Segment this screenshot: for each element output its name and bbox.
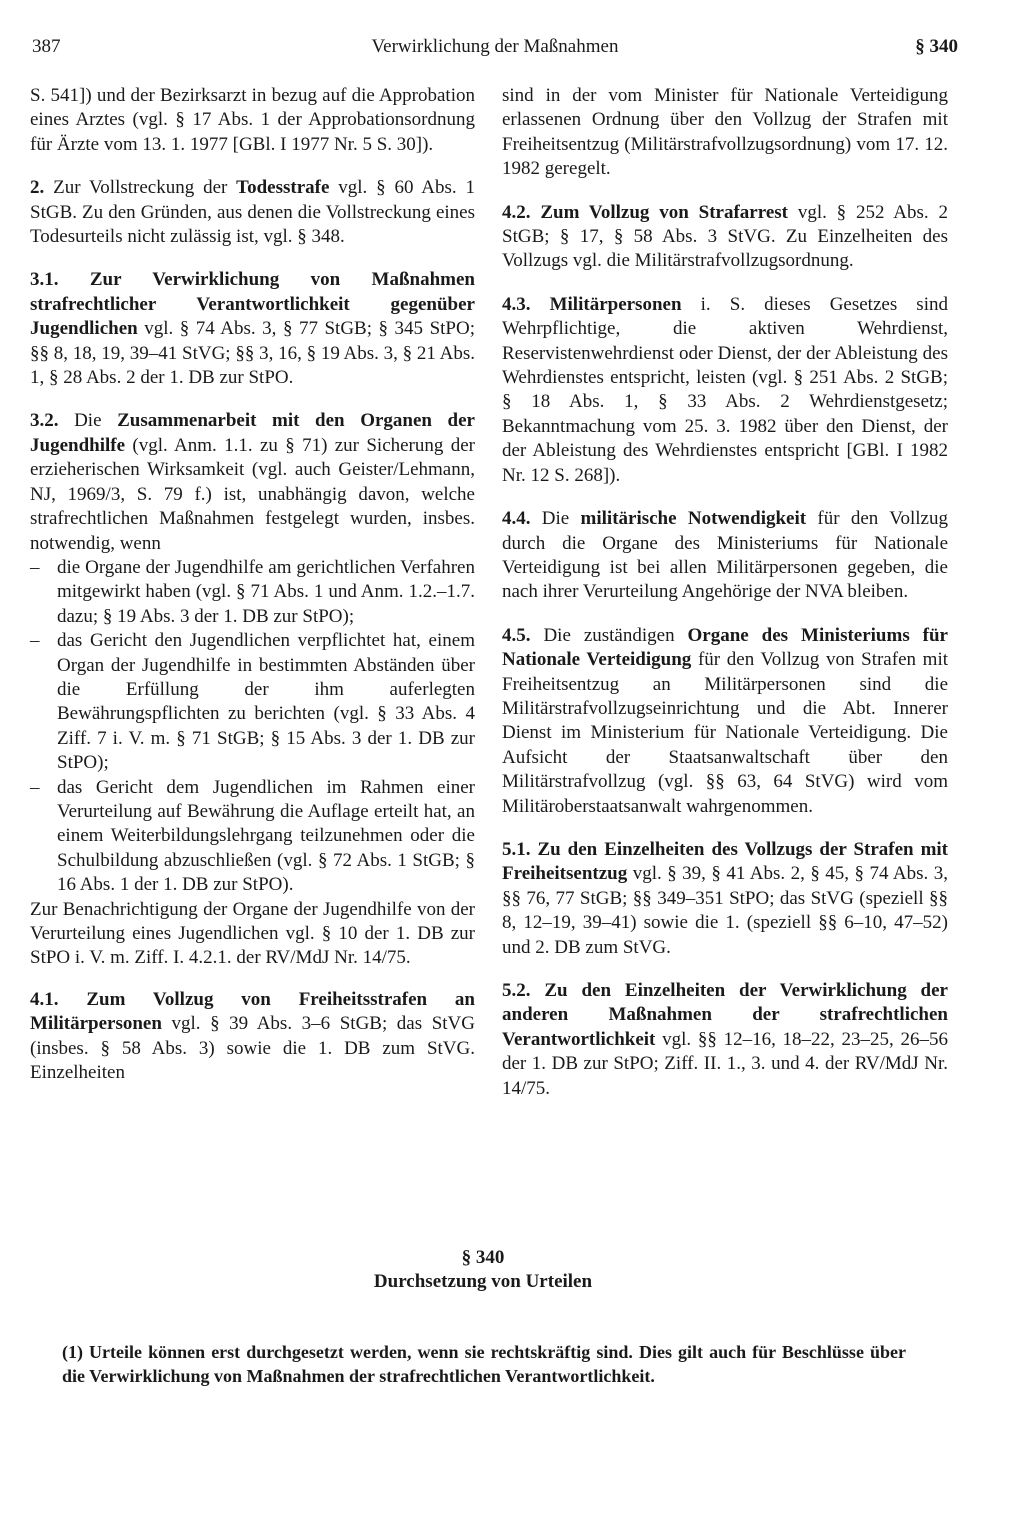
right-column <box>502 84 948 1120</box>
paragraph-number: 4.4. <box>502 508 531 530</box>
left-column <box>30 84 475 1104</box>
paragraph-4-2: 4.2. Zum Vollzug von Strafarrest vgl. § 252 Abs. 2 StGB; § 17, § 58 Abs. 3 StVG. Zu Einzelheiten des Vollzugs vgl. die Militärstrafvollzugsordnung. <box>502 201 948 272</box>
list-item: – das Gericht den Jugendlichen verpflichtet hat, einem Organ der Jugendhilfe in bestimmten Abständen über die Erfüllung der ihm auferlegten Bewährungspflichten zu berichten (vgl. § 33 Abs. 4 Ziff. 7 i. V. m. § 71 StGB; § 15 Abs. 3 der 1. DB zur StPO); <box>30 629 475 775</box>
paragraph-2: 2. Zur Vollstreckung der Todesstrafe vgl. § 60 Abs. 1 StGB. Zu den Gründen, aus denen die Vollstreckung eines Todesurteils nicht zulässig ist, vgl. § 348. <box>30 177 475 248</box>
paragraph-number: 4.2. <box>502 201 531 223</box>
bold-term: Zum Vollzug von Strafarrest <box>530 201 788 223</box>
paragraph-5-1: 5.1. Zu den Einzelheiten des Vollzugs der Strafen mit Freiheitsentzug vgl. § 39, § 41 Abs. 2, § 45, § 74 Abs. 3, §§ 76, 77 StGB; §§ 349–351 StPO; das StVG (speziell §§ 8, 12–19, 39–41) sowie die 1. (speziell §§ 6–10, 47–52) und 2. DB zum StVG. <box>502 838 948 958</box>
paragraph-3-1: 3.1. Zur Verwirklichung von Maßnahmen strafrechtlicher Verantwortlichkeit gegenüber Jugendlichen vgl. § 74 Abs. 3, § 77 StGB; § 345 StPO; §§ 8, 18, 19, 39–41 StVG; §§ 3, 16, § 19 Abs. 3, § 21 Abs. 1, § 28 Abs. 2 der 1. DB zur StPO. <box>30 269 475 389</box>
bold-term: Todesstrafe <box>236 177 330 199</box>
list-item: – die Organe der Jugendhilfe am gerichtlichen Verfahren mitgewirkt haben (vgl. § 71 Abs. 1 und Anm. 1.2.–1.7. dazu; § 19 Abs. 3 der 1. DB zur StPO); <box>30 556 475 629</box>
bold-term: Zum Vollzug von Freiheitsstrafen an Militärpersonen <box>30 988 475 1035</box>
paragraph-4-5: 4.5. Die zuständigen Organe des Ministeriums für Nationale Verteidigung für den Vollzug von Strafen mit Freiheitsentzug an Militärpersonen sind die Militärstrafvollzugseinrichtung und die Abt. Innerer Dienst im Ministerium für Nationale Verteidigung. Die Aufsicht der Staatsanwaltschaft über den Militärstrafvollzug (vgl. §§ 63, 64 StVG) wird vom Militäroberstaatsanwalt wahrgenommen. <box>502 624 948 817</box>
bold-term: Zur Verwirklichung von Maßnahmen strafrechtlicher Verantwortlichkeit gegenüber Jugendlichen <box>30 269 475 340</box>
paragraph-number: 3.1. <box>30 269 59 291</box>
page-header <box>32 36 958 62</box>
bold-term: Zu den Einzelheiten des Vollzugs der Strafen mit Freiheitsentzug <box>502 838 948 885</box>
paragraph-number: 4.1. <box>30 988 59 1010</box>
bold-term: Zu den Einzelheiten der Verwirklichung der anderen Maßnahmen der strafrechtlichen Verantwortlichkeit <box>502 980 948 1050</box>
paragraph-continuation: sind in der vom Minister für Nationale Verteidigung erlassenen Ordnung über den Vollzug der Strafen mit Freiheitsentzug (Militärstrafvollzugsordnung) vom 17. 12. 1982 geregelt. <box>502 85 948 180</box>
paragraph-number: 3.2. <box>30 410 59 432</box>
paragraph-4-1: 4.1. Zum Vollzug von Freiheitsstrafen an Militärpersonen vgl. § 39 Abs. 3–6 StGB; das StVG (insbes. § 58 Abs. 3) sowie die 1. DB zum StVG. Einzelheiten <box>30 988 475 1084</box>
page-number: 387 <box>32 36 61 57</box>
paragraph-number: 5.1. <box>502 838 531 860</box>
paragraph-3-2: 3.2. Die Zusammenarbeit mit den Organen der Jugendhilfe (vgl. Anm. 1.1. zu § 71) zur Sicherung der erzieherischen Wirksamkeit (vgl. auch Geister/Lehmann, NJ, 1969/3, S. 79 f.) ist, unabhängig davon, welche strafrechtlichen Maßnahmen festgelegt wurden, insbes. notwendig, wenn – die Organe der Jugendhilfe am gerichtlichen Verfahren mitgewirkt haben (vgl. § 71 Abs. 1 und Anm. 1.2.–1.7. dazu; § 19 Abs. 3 der 1. DB zur StPO); – das Gericht den Jugendlichen verpflichtet hat, einem Organ der Jugendhilfe in bestimmten Abständen über die Erfüllung der ihm auferlegten Bewährungspflichten zu berichten (vgl. § 33 Abs. 4 Ziff. 7 i. V. m. § 71 StGB; § 15 Abs. 3 der 1. DB zur StPO); – das Gericht dem Jugendlichen im Rahmen einer Verurteilung auf Bewährung die Auflage erteilt hat, an einem Weiterbildungslehrgang teilzunehmen oder die Schulbildung abzuschließen (vgl. § 72 Abs. 1 StGB; § 16 Abs. 1 der 1. DB zur StPO). Zur Benachrichtigung der Organe der Jugendhilfe von der Verurteilung eines Jugendlichen vgl. § 10 der 1. DB zur StPO i. V. m. Ziff. I. 4.2.1. der RV/MdJ Nr. 14/75. <box>30 409 475 970</box>
condition-list <box>30 556 475 898</box>
bold-term: militärische Notwendigkeit <box>580 508 807 530</box>
paragraph-number: 4.5. <box>502 624 531 646</box>
section-title: Durchsetzung von Urteilen <box>373 1271 593 1292</box>
paragraph-number: 4.3. <box>502 293 531 315</box>
paragraph-5-2: 5.2. Zu den Einzelheiten der Verwirklichung der anderen Maßnahmen der strafrechtlichen Verantwortlichkeit vgl. §§ 12–16, 18–22, 23–25, 26–56 der 1. DB zur StPO; Ziff. II. 1., 3. und 4. der RV/MdJ Nr. 14/75. <box>502 980 948 1099</box>
paragraph-number: 2. <box>30 177 45 199</box>
running-title: Verwirklichung der Maßnahmen <box>371 36 619 57</box>
paragraph-4-4: 4.4. Die militärische Notwendigkeit für den Vollzug durch die Organe des Ministeriums für Nationale Verteidigung ist bei allen Militärpersonen gegeben, die nach ihrer Verurteilung Angehörige der NVA bleiben. <box>502 508 948 603</box>
section-text: (1) Urteile können erst durchgesetzt werden, wenn sie rechtskräftig sind. Dies gilt auch für Beschlüsse über die Verwirklichung von Maßnahmen der strafrechtlichen Verantwortlichkeit. <box>62 1342 906 1386</box>
bold-term: Zusammenarbeit mit den Organen der Jugendhilfe <box>30 410 475 456</box>
paragraph-intro: S. 541]) und der Bezirksarzt in bezug auf die Approbation eines Arztes (vgl. § 17 Abs. 1 der Approbationsordnung für Ärzte vom 13. 1. 1977 [GBl. I 1977 Nr. 5 S. 30]). <box>30 85 475 155</box>
bold-term: Militärpersonen <box>530 293 682 315</box>
running-section: § 340 <box>915 36 958 57</box>
list-item: – das Gericht dem Jugendlichen im Rahmen einer Verurteilung auf Bewährung die Auflage erteilt hat, an einem Weiterbildungslehrgang teilzunehmen oder die Schulbildung abzuschließen (vgl. § 72 Abs. 1 StGB; § 16 Abs. 1 der 1. DB zur StPO). <box>30 776 475 898</box>
paragraph-3-2-tail: Zur Benachrichtigung der Organe der Jugendhilfe von der Verurteilung eines Jugendlichen vgl. § 10 der 1. DB zur StPO i. V. m. Ziff. I. 4.2.1. der RV/MdJ Nr. 14/75. <box>30 898 475 969</box>
paragraph-number: 5.2. <box>502 980 531 1001</box>
section-number: § 340 <box>461 1247 505 1268</box>
bold-term: Organe des Ministeriums für Nationale Verteidigung <box>502 624 948 671</box>
paragraph-4-3: 4.3. Militärpersonen i. S. dieses Gesetzes sind Wehrpflichtige, die aktiven Wehrdienst, Reservistenwehrdienst oder Dienst, der der Ableistung des Wehrdienstes entspricht, leisten (vgl. § 251 Abs. 2 StGB; § 18 Abs. 1, § 33 Abs. 2 Wehrdienstgesetz; Bekanntmachung vom 25. 3. 1982 über den Dienst, der der Ableistung des Wehrdienstes entspricht [GBl. I 1982 Nr. 12 S. 268]). <box>502 293 948 486</box>
